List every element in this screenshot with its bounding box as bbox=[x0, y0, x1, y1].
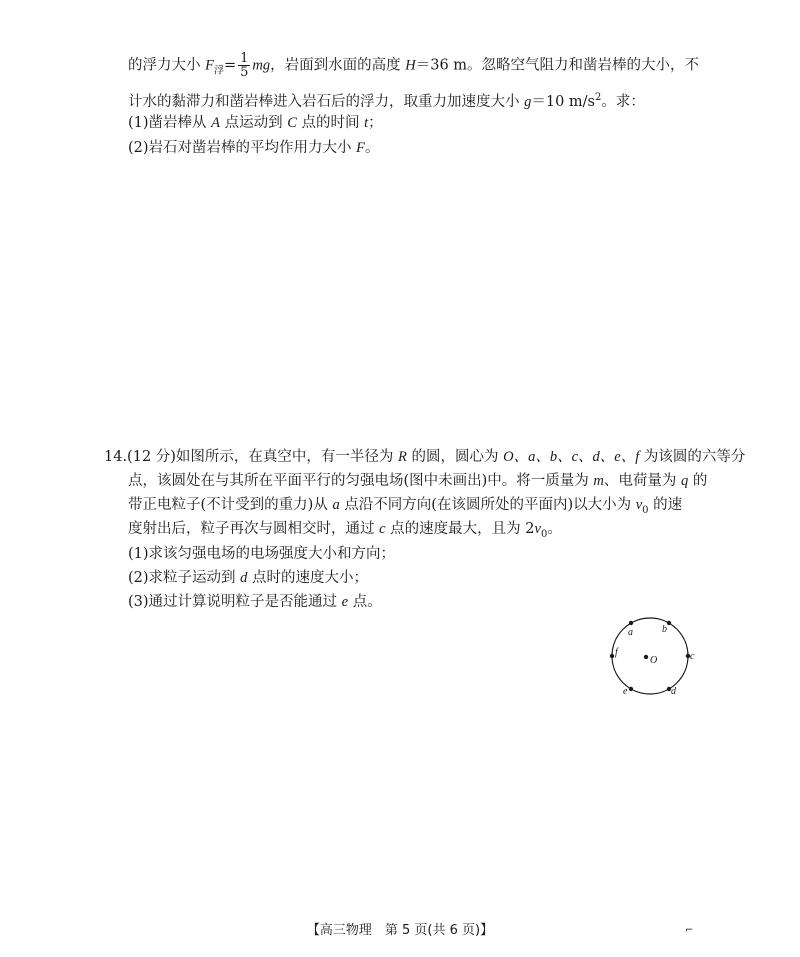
text-segment: 点运动到 bbox=[220, 115, 288, 131]
fraction-denominator: 5 bbox=[240, 65, 249, 80]
text-segment: ； bbox=[368, 115, 383, 131]
q14-part-3 bbox=[128, 591, 382, 613]
page-footer: 【高三物理 第 5 页(共 6 页)】 bbox=[306, 923, 494, 938]
circle-diagram bbox=[600, 608, 700, 708]
text-segment: (3)通过计算说明粒子是否能通过 bbox=[128, 594, 342, 610]
text-segment: 点时的速度大小； bbox=[247, 570, 369, 586]
text-segment: 点。 bbox=[348, 594, 382, 610]
symbol-g: g bbox=[524, 93, 532, 110]
label-d: d bbox=[671, 686, 676, 697]
point-A: A bbox=[211, 115, 221, 131]
text-segment: (2)求粒子运动到 bbox=[128, 570, 241, 586]
point-b-dot bbox=[667, 621, 671, 625]
text-segment: 计水的黏滞力和凿岩棒进入岩石后的浮力，取重力加速度大小 bbox=[128, 93, 525, 110]
text-segment: 点，该圆处在与其所在平面平行的匀强电场(图中未画出)中。将一质量为 bbox=[128, 473, 594, 489]
text-segment: 点沿不同方向(在该圆所处的平面内)以大小为 bbox=[339, 497, 636, 513]
fraction-numerator: 1 bbox=[240, 51, 249, 66]
text-segment: 14.(12 分)如图所示，在真空中，有一半径为 bbox=[104, 449, 399, 465]
text-segment: ＝10 m/s bbox=[531, 93, 595, 110]
text-segment: 。 bbox=[365, 140, 380, 156]
q13-part-2 bbox=[128, 137, 380, 159]
point-O-dot bbox=[644, 655, 648, 659]
q13-line-1 bbox=[128, 52, 699, 82]
q14-part-2 bbox=[128, 567, 368, 589]
label-O: O bbox=[650, 655, 658, 666]
symbol-F: F bbox=[356, 140, 366, 156]
text-segment: 度射出后，粒子再次与圆相交时，通过 bbox=[128, 521, 380, 537]
symbol-F: F bbox=[205, 57, 214, 74]
text-segment: 的速 bbox=[648, 497, 683, 513]
symbol-H: H bbox=[405, 57, 416, 74]
text-segment: (1)凿岩棒从 bbox=[128, 115, 212, 131]
text-segment: 带正电粒子(不计受到的重力)从 bbox=[128, 497, 333, 513]
text-segment: 的 bbox=[688, 473, 708, 489]
superscript-2: 2 bbox=[595, 92, 602, 103]
symbol-v: v bbox=[534, 521, 541, 537]
subscript-0: 0 bbox=[642, 504, 649, 516]
point-e: e bbox=[341, 594, 349, 610]
q14-part-1 bbox=[128, 543, 395, 565]
text-segment: ，岩面到水面的高度 bbox=[270, 57, 406, 74]
corner-mark: ⌐ bbox=[685, 925, 694, 936]
point-C: C bbox=[287, 115, 297, 131]
text-segment: 。求： bbox=[601, 93, 645, 110]
symbol-t: t bbox=[364, 115, 369, 131]
point-a-dot bbox=[629, 621, 633, 625]
text-segment: 。 bbox=[547, 521, 562, 537]
text-segment: 点的速度最大，且为 2 bbox=[385, 521, 535, 537]
text-segment: 的浮力大小 bbox=[128, 57, 206, 74]
label-f: f bbox=[615, 647, 618, 658]
symbol-m: m bbox=[593, 473, 604, 489]
label-b: b bbox=[662, 624, 667, 635]
label-c: c bbox=[690, 651, 695, 662]
symbol-R: R bbox=[398, 449, 407, 465]
equals-sign: = bbox=[223, 57, 237, 74]
point-d: d bbox=[240, 570, 248, 586]
text-segment: 点的时间 bbox=[296, 115, 365, 131]
symbol-mg: mg bbox=[252, 57, 271, 74]
text-segment: 、电荷量为 bbox=[603, 473, 682, 489]
point-f-dot bbox=[610, 654, 614, 658]
q14-line-4 bbox=[128, 518, 562, 546]
symbol-q: q bbox=[681, 473, 689, 489]
text-segment: 为该圆的六等分 bbox=[639, 449, 746, 465]
text-segment: 的圆，圆心为 bbox=[406, 449, 504, 465]
label-e: e bbox=[623, 686, 628, 697]
text-segment: ＝36 m。忽略空气阻力和凿岩棒的大小，不 bbox=[415, 57, 700, 74]
q14-line-1 bbox=[104, 446, 745, 468]
q14-line-2 bbox=[128, 470, 707, 492]
point-c: c bbox=[379, 521, 386, 537]
label-a: a bbox=[628, 627, 633, 638]
fraction-one-fifth bbox=[238, 52, 250, 79]
subscript-buoyancy: 浮 bbox=[213, 65, 224, 77]
point-e-dot bbox=[629, 687, 633, 691]
q13-line-2 bbox=[128, 87, 645, 113]
text-segment: (1)求该匀强电场的电场强度大小和方向； bbox=[128, 546, 396, 562]
point-a: a bbox=[332, 497, 340, 513]
subscript-0: 0 bbox=[540, 528, 548, 540]
q13-part-1 bbox=[128, 112, 383, 134]
points-list: O、a、b、c、d、e、f bbox=[503, 449, 640, 465]
symbol-v: v bbox=[635, 497, 643, 513]
text-segment: (2)岩石对凿岩棒的平均作用力大小 bbox=[128, 140, 357, 156]
